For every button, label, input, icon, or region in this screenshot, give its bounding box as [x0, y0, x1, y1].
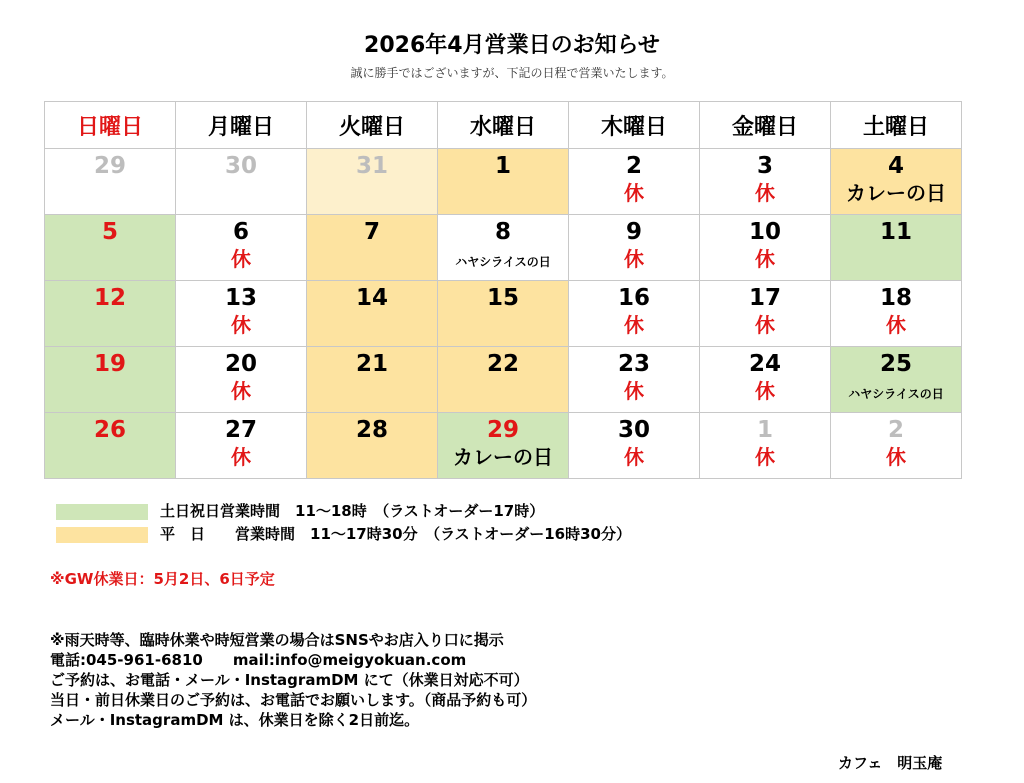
calendar-day-cell — [307, 281, 438, 347]
day-number: 9 — [625, 219, 642, 245]
day-number: 14 — [355, 285, 388, 311]
closed-mark: 休 — [624, 313, 644, 337]
day-number: 27 — [224, 417, 257, 443]
calendar-body — [45, 149, 962, 479]
day-number: 8 — [494, 219, 511, 245]
calendar-day-cell — [831, 215, 962, 281]
day-number: 1 — [494, 153, 511, 179]
calendar-day-cell — [307, 413, 438, 479]
calendar-day-cell — [569, 281, 700, 347]
day-number: 6 — [232, 219, 249, 245]
closed-mark: 休 — [755, 445, 775, 469]
calendar-week-row — [45, 215, 962, 281]
calendar-day-cell — [307, 347, 438, 413]
legend-swatch-green — [56, 504, 148, 520]
calendar-day-cell — [176, 215, 307, 281]
closed-mark: 休 — [755, 247, 775, 271]
calendar-week-row — [45, 413, 962, 479]
day-number: 16 — [617, 285, 650, 311]
closed-mark: 休 — [231, 247, 251, 271]
gw-notice: ※GW休業日：5月2日、6日予定 — [50, 570, 275, 588]
day-number: 5 — [101, 219, 118, 245]
special-day-label: ハヤシライスの日 — [848, 387, 944, 401]
closed-mark: 休 — [886, 313, 906, 337]
closed-mark: 休 — [755, 313, 775, 337]
calendar-day-cell — [307, 215, 438, 281]
calendar-day-cell — [569, 215, 700, 281]
day-number: 17 — [748, 285, 781, 311]
calendar-week-row — [45, 149, 962, 215]
day-number: 1 — [756, 417, 773, 443]
day-number: 20 — [224, 351, 257, 377]
calendar-day-cell — [700, 215, 831, 281]
weekday-header-friday: 金曜日 — [700, 102, 831, 149]
page-subtitle: 誠に勝手ではございますが、下記の日程で営業いたします。 — [350, 66, 674, 80]
day-number: 2 — [887, 417, 904, 443]
calendar-day-cell — [438, 281, 569, 347]
calendar-day-cell — [45, 215, 176, 281]
day-number: 26 — [93, 417, 126, 443]
day-number: 24 — [748, 351, 781, 377]
special-day-label: カレーの日 — [453, 445, 553, 469]
closed-mark: 休 — [755, 379, 775, 403]
day-number: 21 — [355, 351, 388, 377]
calendar-day-cell — [831, 281, 962, 347]
day-number: 3 — [756, 153, 773, 179]
day-number: 18 — [879, 285, 912, 311]
day-number: 23 — [617, 351, 650, 377]
closed-mark: 休 — [755, 181, 775, 205]
day-number: 22 — [486, 351, 519, 377]
calendar-day-cell — [45, 149, 176, 215]
weekday-header-thursday: 木曜日 — [569, 102, 700, 149]
calendar-day-cell — [45, 413, 176, 479]
calendar-day-cell — [569, 149, 700, 215]
day-number: 10 — [748, 219, 781, 245]
calendar-day-cell — [176, 347, 307, 413]
closed-mark: 休 — [886, 445, 906, 469]
calendar-day-cell — [831, 149, 962, 215]
calendar-day-cell — [438, 149, 569, 215]
calendar-day-cell — [176, 149, 307, 215]
weekday-header-saturday: 土曜日 — [831, 102, 962, 149]
notice-line: ※雨天時等、臨時休業や時短営業の場合はSNSやお店入り口に掲示 — [50, 631, 504, 649]
special-day-label: カレーの日 — [846, 181, 946, 205]
legend-weekday-text: 平 日 営業時間 11～17時30分 （ラストオーダー16時30分） — [160, 525, 631, 543]
special-day-label: ハヤシライスの日 — [455, 255, 551, 269]
shop-name: カフェ 明玉庵 — [838, 754, 943, 772]
notice-line: メール・InstagramDM は、休業日を除く2日前迄。 — [50, 711, 420, 729]
weekday-header-wednesday: 水曜日 — [438, 102, 569, 149]
weekday-header-row — [45, 102, 962, 149]
calendar-day-cell — [700, 281, 831, 347]
weekday-header-monday: 月曜日 — [176, 102, 307, 149]
page-title: 2026年4月営業日のお知らせ — [364, 33, 660, 58]
day-number: 29 — [93, 153, 126, 179]
day-number: 29 — [486, 417, 519, 443]
notice-line: ご予約は、お電話・メール・InstagramDM にて（休業日対応不可） — [50, 671, 529, 689]
day-number: 4 — [887, 153, 904, 179]
day-number: 31 — [355, 153, 388, 179]
business-calendar — [44, 101, 962, 479]
calendar-week-row — [45, 347, 962, 413]
legend-swatch-yellow — [56, 527, 148, 543]
day-number: 7 — [363, 219, 380, 245]
calendar-day-cell — [45, 281, 176, 347]
calendar-day-cell — [45, 347, 176, 413]
weekday-header-sunday: 日曜日 — [45, 102, 176, 149]
calendar-week-row — [45, 281, 962, 347]
closed-mark: 休 — [624, 181, 644, 205]
day-number: 12 — [93, 285, 126, 311]
closed-mark: 休 — [231, 379, 251, 403]
closed-mark: 休 — [231, 445, 251, 469]
calendar-day-cell — [307, 149, 438, 215]
calendar-day-cell — [438, 413, 569, 479]
notice-line: 当日・前日休業日のご予約は、お電話でお願いします。（商品予約も可） — [50, 691, 537, 709]
day-number: 2 — [625, 153, 642, 179]
calendar-day-cell — [700, 149, 831, 215]
day-number: 11 — [879, 219, 912, 245]
day-number: 30 — [617, 417, 650, 443]
day-number: 28 — [355, 417, 388, 443]
contact-line: 電話:045-961-6810 mail:info@meigyokuan.com — [50, 651, 467, 669]
calendar-day-cell — [569, 413, 700, 479]
closed-mark: 休 — [231, 313, 251, 337]
day-number: 15 — [486, 285, 519, 311]
day-number: 19 — [93, 351, 126, 377]
calendar-day-cell — [831, 413, 962, 479]
notice-block — [50, 630, 536, 730]
closed-mark: 休 — [624, 379, 644, 403]
closed-mark: 休 — [624, 247, 644, 271]
calendar-day-cell — [176, 281, 307, 347]
calendar-day-cell — [831, 347, 962, 413]
calendar-day-cell — [438, 215, 569, 281]
weekday-header-tuesday: 火曜日 — [307, 102, 438, 149]
day-number: 30 — [224, 153, 257, 179]
calendar-day-cell — [569, 347, 700, 413]
day-number: 25 — [879, 351, 912, 377]
calendar-day-cell — [176, 413, 307, 479]
calendar-day-cell — [438, 347, 569, 413]
calendar-day-cell — [700, 413, 831, 479]
legend-weekend-text: 土日祝日営業時間 11～18時 （ラストオーダー17時） — [160, 502, 545, 520]
closed-mark: 休 — [624, 445, 644, 469]
calendar-day-cell — [700, 347, 831, 413]
day-number: 13 — [224, 285, 257, 311]
